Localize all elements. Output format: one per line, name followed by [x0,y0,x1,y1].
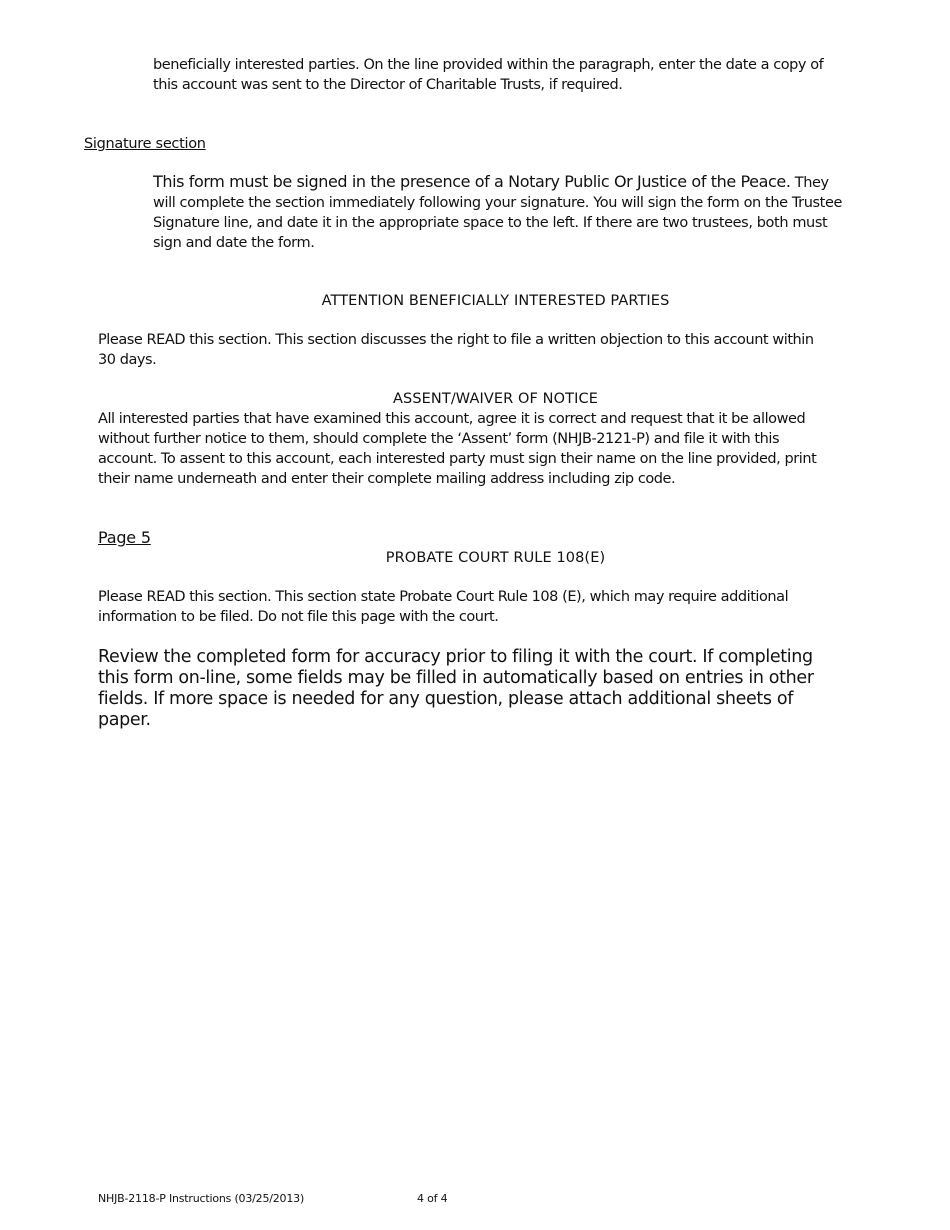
signature-section-body: They will complete the section immediately following your signature. You will sign the form on the Trustee Signature line, and date it in the appropriate space to the left. If there are two trustees, both must sign and date the form. [153,175,842,251]
page5-label: Page 5 [98,528,151,547]
signature-section-first-line: This form must be signed in the presence of a Notary Public Or Justice of the Peace. [153,172,791,191]
attention-heading: ATTENTION BENEFICIALLY INTERESTED PARTIES [321,293,670,309]
signature-section-label: Signature section [84,136,206,152]
review-paragraph: Review the completed form for accuracy prior to filing it with the court. If completing this form on-line, some fields may be filled in automatically based on entries in other fields. If more space is needed for any question, please attach additional sheets of paper. [98,647,814,730]
assent-paragraph: All interested parties that have examined this account, agree it is correct and request that it be allowed without further notice to them, should complete the ‘Assent’ form (NHJB-2121-P) and file it with this account. To assent to this account, each interested party must sign their name on the line provided, print their name underneath and enter their complete mailing address including zip code. [98,411,817,487]
probate-rule-heading: PROBATE COURT RULE 108(E) [385,550,606,566]
signature-section-paragraph [153,172,853,253]
assent-heading: ASSENT/WAIVER OF NOTICE [393,391,598,407]
footer-page-number: 4 of 4 [417,1192,448,1205]
probate-rule-paragraph: Please READ this section. This section state Probate Court Rule 108 (E), which may require additional information to be filed. Do not file this page with the court. [98,589,789,625]
footer-form-id: NHJB-2118-P Instructions (03/25/2013) [98,1192,305,1205]
intro-paragraph: beneficially interested parties. On the line provided within the paragraph, enter the date a copy of this account was sent to the Director of Charitable Trusts, if required. [153,57,824,93]
attention-paragraph: Please READ this section. This section discusses the right to file a written objection to this account within 30 days. [98,332,814,368]
